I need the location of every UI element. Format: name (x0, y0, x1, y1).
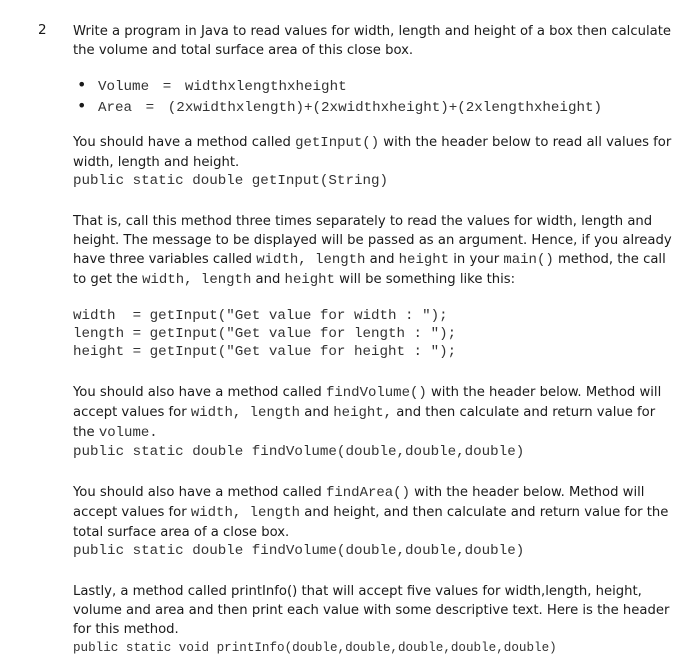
code-line: length = getInput("Get value for length : "); (73, 326, 457, 342)
findvolume-section (73, 383, 673, 461)
question-body (73, 22, 673, 657)
call-code-block (73, 307, 673, 361)
findarea-text: You should also have a method called findArea() with the header below. Method will accept values for width, length and height, and then calculate and return value for the total surface area of a close box. (73, 485, 669, 540)
printinfo-header: public static void printInfo(double,double,double,double,double) (73, 641, 557, 655)
findarea-section (73, 483, 673, 560)
formula-label: Area (98, 100, 133, 116)
question-intro: Write a program in Java to read values for width, length and height of a box then calculate the volume and total surface area of this close box. (73, 24, 671, 58)
formula-list (73, 75, 673, 117)
code-line: width = getInput("Get value for width : "); (73, 308, 448, 324)
call-section (73, 212, 673, 361)
printinfo-text: Lastly, a method called printInfo() that will accept five values for width,length, height, volume and area and then print each value with some descriptive text. Here is the header for this method. (73, 584, 670, 637)
method-name: getInput() (295, 135, 380, 151)
bullet-icon: • (77, 96, 87, 115)
getinput-text: You should have a method called getInput() with the header below to read all values for width, length and height. (73, 135, 672, 170)
findarea-header: public static double findVolume(double,double,double) (73, 543, 525, 559)
formula-item-volume (73, 75, 673, 96)
question-number: 2 (38, 22, 47, 38)
formula-expression: (2xwidthxlength)+(2xwidthxheight)+(2xlengthxheight) (167, 100, 603, 116)
formula-equals: = (145, 100, 155, 116)
getinput-section (73, 133, 673, 190)
formula-label: Volume (98, 79, 150, 95)
findvolume-header: public static double findVolume(double,double,double) (73, 444, 525, 460)
code-line: height = getInput("Get value for height : "); (73, 344, 457, 360)
getinput-header: public static double getInput(String) (73, 173, 389, 189)
call-text: That is, call this method three times separately to read the values for width, length and height. The message to be displayed will be passed as an argument. Hence, if you already have three variables called width, length and height in your main() method, the call to get the width, length and height will be something like this: (73, 214, 672, 288)
formula-equals: = (162, 79, 172, 95)
bullet-icon: • (77, 75, 87, 94)
formula-expression: widthxlengthxheight (184, 79, 347, 95)
formula-item-area (73, 96, 673, 117)
findvolume-text: You should also have a method called findVolume() with the header below. Method will accept values for width, length and height, and then calculate and return value for the volume. (73, 385, 662, 441)
printinfo-section (73, 582, 673, 657)
